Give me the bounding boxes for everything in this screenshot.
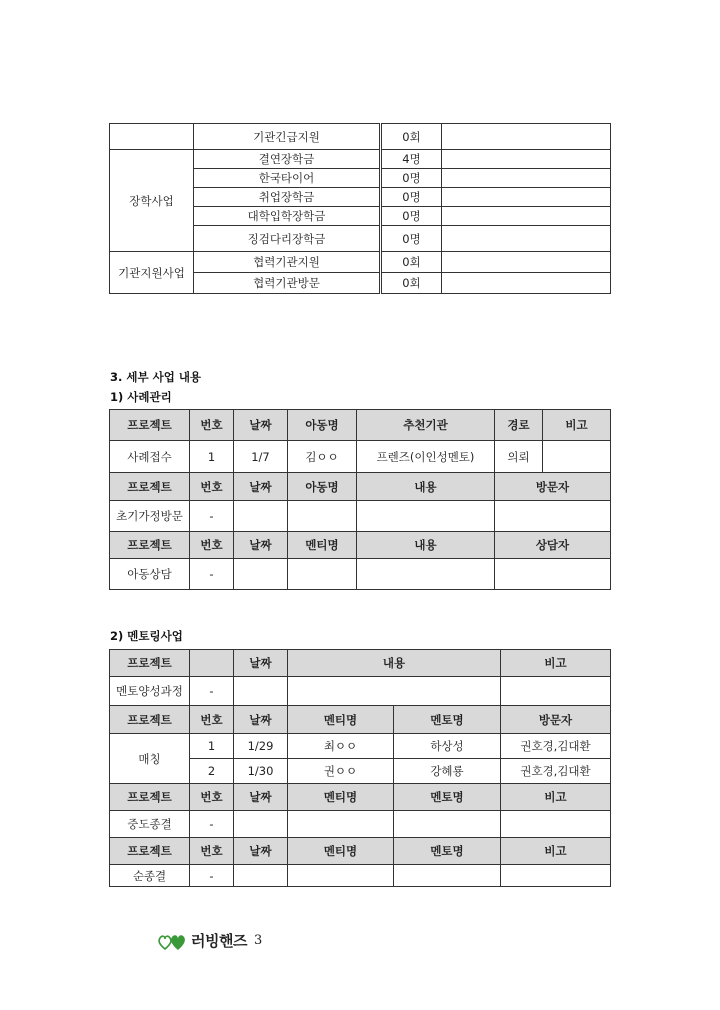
item-cell: 한국타이어 xyxy=(194,169,381,188)
header-cell: 프로젝트 xyxy=(110,706,190,734)
project-cell: 매칭 xyxy=(110,734,190,784)
note-cell xyxy=(442,226,611,252)
content-cell xyxy=(288,677,501,706)
header-cell: 내용 xyxy=(357,532,495,559)
mentee-name-cell xyxy=(288,865,394,887)
item-cell: 기관긴급지원 xyxy=(194,124,381,150)
header-cell: 프로젝트 xyxy=(110,650,190,677)
page-number: 3 xyxy=(253,933,263,948)
note-cell xyxy=(442,252,611,273)
mentor-name-cell xyxy=(394,865,501,887)
table-row xyxy=(110,252,611,273)
visitor-cell: 권호경,김대환 xyxy=(501,759,611,784)
header-cell: 프로젝트 xyxy=(110,473,190,501)
value-cell: 0회 xyxy=(381,252,442,273)
number-cell: - xyxy=(190,501,234,532)
note-cell xyxy=(501,811,611,838)
header-cell: 날짜 xyxy=(234,838,288,865)
project-cell: 멘토양성과정 xyxy=(110,677,190,706)
note-cell xyxy=(501,865,611,887)
number-cell: - xyxy=(190,811,234,838)
header-cell: 프로젝트 xyxy=(110,532,190,559)
table-header-row xyxy=(110,532,611,559)
date-cell: 1/29 xyxy=(234,734,288,759)
subsection-title-mentoring: 2) 멘토링사업 xyxy=(110,629,183,643)
value-cell: 0회 xyxy=(381,273,442,294)
header-cell: 멘티명 xyxy=(288,784,394,811)
header-cell: 내용 xyxy=(288,650,501,677)
referral-agency-cell: 프렌즈(이인성멘토) xyxy=(357,441,495,473)
item-cell: 결연장학금 xyxy=(194,150,381,169)
header-cell: 비고 xyxy=(543,410,611,441)
header-cell: 번호 xyxy=(190,784,234,811)
header-cell: 멘토명 xyxy=(394,784,501,811)
number-cell: 2 xyxy=(190,759,234,784)
visitor-cell: 권호경,김대환 xyxy=(501,734,611,759)
header-cell: 날짜 xyxy=(234,784,288,811)
table-row xyxy=(110,559,611,590)
note-cell xyxy=(442,150,611,169)
mentor-name-cell: 강혜룡 xyxy=(394,759,501,784)
table-header-row xyxy=(110,650,611,677)
mentor-name-cell xyxy=(394,811,501,838)
header-cell: 번호 xyxy=(190,532,234,559)
header-cell: 멘티명 xyxy=(288,532,357,559)
support-summary-table xyxy=(109,123,611,294)
date-cell xyxy=(234,865,288,887)
table-header-row xyxy=(110,784,611,811)
header-cell: 번호 xyxy=(190,473,234,501)
item-cell: 협력기관방문 xyxy=(194,273,381,294)
date-cell: 1/7 xyxy=(234,441,288,473)
header-cell: 상담자 xyxy=(495,532,611,559)
section-title: 3. 세부 사업 내용 xyxy=(110,370,202,384)
content-cell xyxy=(357,559,495,590)
brand-name: 러빙핸즈 xyxy=(191,932,247,950)
mentee-name-cell: 최ㅇㅇ xyxy=(288,734,394,759)
category-cell: 기관지원사업 xyxy=(110,252,194,294)
table-header-row xyxy=(110,706,611,734)
header-cell: 방문자 xyxy=(501,706,611,734)
table-header-row xyxy=(110,410,611,441)
header-cell: 번호 xyxy=(190,410,234,441)
value-cell: 4명 xyxy=(381,150,442,169)
header-cell: 멘티명 xyxy=(288,838,394,865)
date-cell xyxy=(234,811,288,838)
date-cell: 1/30 xyxy=(234,759,288,784)
item-cell: 대학입학장학금 xyxy=(194,207,381,226)
child-name-cell: 김ㅇㅇ xyxy=(288,441,357,473)
note-cell xyxy=(442,169,611,188)
header-cell: 내용 xyxy=(357,473,495,501)
table-row xyxy=(110,501,611,532)
header-cell: 번호 xyxy=(190,706,234,734)
project-cell: 사례접수 xyxy=(110,441,190,473)
content-cell xyxy=(357,501,495,532)
date-cell xyxy=(234,677,288,706)
subsection-title-case-management: 1) 사례관리 xyxy=(110,390,172,404)
header-cell: 날짜 xyxy=(234,473,288,501)
header-cell: 멘토명 xyxy=(394,706,501,734)
item-cell: 협력기관지원 xyxy=(194,252,381,273)
item-cell: 징검다리장학금 xyxy=(194,226,381,252)
mentor-name-cell: 하상성 xyxy=(394,734,501,759)
value-cell: 0명 xyxy=(381,207,442,226)
header-cell: 아동명 xyxy=(288,410,357,441)
number-cell: 1 xyxy=(190,441,234,473)
header-cell: 프로젝트 xyxy=(110,838,190,865)
note-cell xyxy=(501,677,611,706)
number-cell: 1 xyxy=(190,734,234,759)
header-cell: 경로 xyxy=(495,410,543,441)
child-name-cell xyxy=(288,501,357,532)
number-cell: - xyxy=(190,865,234,887)
project-cell: 초기가정방문 xyxy=(110,501,190,532)
value-cell: 0회 xyxy=(381,124,442,150)
table-row xyxy=(110,441,611,473)
mentee-name-cell: 권ㅇㅇ xyxy=(288,759,394,784)
header-cell: 추천기관 xyxy=(357,410,495,441)
header-cell: 멘토명 xyxy=(394,838,501,865)
header-cell: 날짜 xyxy=(234,650,288,677)
case-management-table xyxy=(109,409,611,590)
header-cell xyxy=(190,650,234,677)
note-cell xyxy=(442,273,611,294)
number-cell: - xyxy=(190,559,234,590)
header-cell: 비고 xyxy=(501,838,611,865)
table-row xyxy=(110,811,611,838)
header-cell: 비고 xyxy=(501,784,611,811)
mentee-name-cell xyxy=(288,811,394,838)
note-cell xyxy=(442,124,611,150)
header-cell: 프로젝트 xyxy=(110,410,190,441)
note-cell xyxy=(442,188,611,207)
note-cell xyxy=(442,207,611,226)
value-cell: 0명 xyxy=(381,169,442,188)
date-cell xyxy=(234,501,288,532)
value-cell: 0명 xyxy=(381,188,442,207)
header-cell: 프로젝트 xyxy=(110,784,190,811)
table-row xyxy=(110,734,611,759)
header-cell: 비고 xyxy=(501,650,611,677)
header-cell: 아동명 xyxy=(288,473,357,501)
counselor-cell xyxy=(495,559,611,590)
project-cell: 순종결 xyxy=(110,865,190,887)
number-cell: - xyxy=(190,677,234,706)
table-row xyxy=(110,150,611,169)
category-cell xyxy=(110,124,194,150)
hearts-logo-icon xyxy=(158,931,188,951)
header-cell: 방문자 xyxy=(495,473,611,501)
mentee-name-cell xyxy=(288,559,357,590)
visitor-cell xyxy=(495,501,611,532)
project-cell: 아동상담 xyxy=(110,559,190,590)
header-cell: 번호 xyxy=(190,838,234,865)
table-row xyxy=(110,124,611,150)
note-cell xyxy=(543,441,611,473)
header-cell: 날짜 xyxy=(234,410,288,441)
value-cell: 0명 xyxy=(381,226,442,252)
date-cell xyxy=(234,559,288,590)
header-cell: 날짜 xyxy=(234,706,288,734)
route-cell: 의뢰 xyxy=(495,441,543,473)
header-cell: 멘티명 xyxy=(288,706,394,734)
table-header-row xyxy=(110,473,611,501)
category-cell: 장학사업 xyxy=(110,150,194,252)
table-row xyxy=(110,677,611,706)
item-cell: 취업장학금 xyxy=(194,188,381,207)
table-row xyxy=(110,865,611,887)
project-cell: 중도종결 xyxy=(110,811,190,838)
mentoring-table xyxy=(109,649,611,887)
header-cell: 날짜 xyxy=(234,532,288,559)
page-footer xyxy=(158,930,262,951)
table-header-row xyxy=(110,838,611,865)
